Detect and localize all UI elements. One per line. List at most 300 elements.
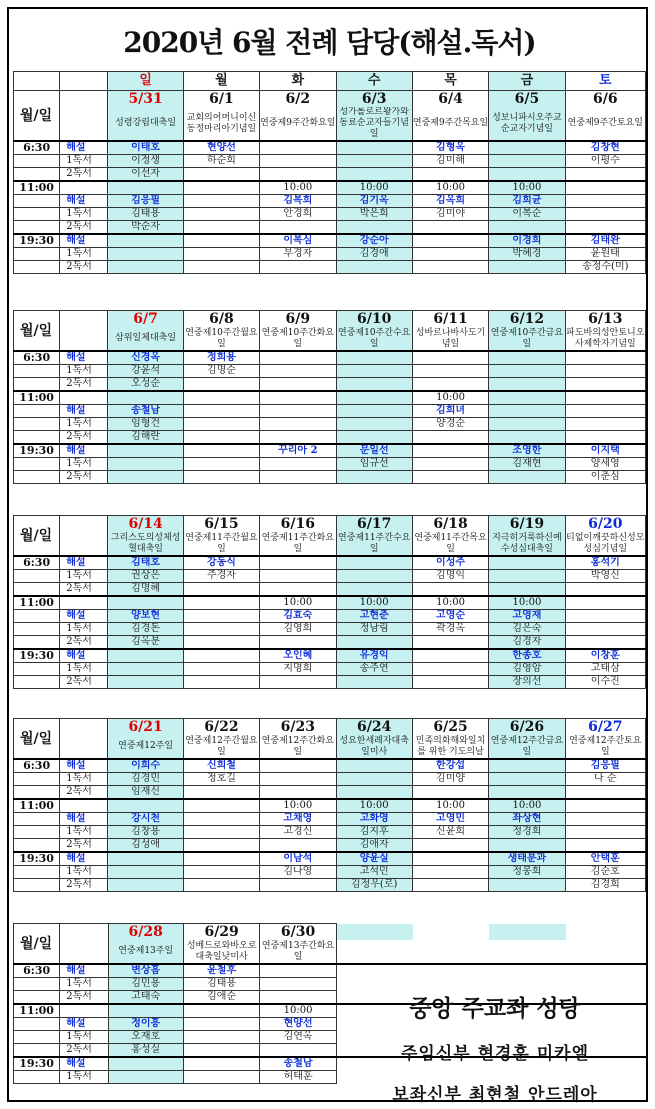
assignment-cell: 이수진 [565, 676, 645, 689]
date-cell: 6/21 [108, 719, 183, 736]
feast-cell: 연중제12주일 [108, 735, 183, 759]
assignment-cell: 10:00 [260, 1004, 336, 1018]
assignment-cell [183, 444, 259, 458]
assignment-cell: 유경익 [336, 649, 412, 663]
date-cell: 6/23 [260, 719, 336, 736]
label-blank [60, 516, 108, 557]
assignment-cell [183, 378, 259, 392]
role-cell: 1독서 [60, 1031, 108, 1044]
time-cell: 19:30 [14, 1057, 60, 1071]
assignment-cell: 한종호 [489, 649, 565, 663]
assignment-cell [183, 1031, 259, 1044]
assignment-cell: 윤철후 [183, 964, 259, 978]
assistant-line: 보좌신부 최현철 안드레아 [392, 1085, 598, 1105]
assignment-cell: 김태호 [108, 556, 183, 570]
assignment-cell [565, 826, 645, 839]
assignment-cell [260, 1044, 336, 1058]
assignment-cell [336, 556, 412, 570]
feast-cell: 성베드로와바오로대축일낮미사 [183, 940, 259, 964]
assignment-cell [412, 365, 488, 378]
assignment-cell [565, 799, 645, 813]
assignment-cell [108, 649, 183, 663]
role-cell [60, 391, 108, 405]
assignment-cell: 장의선 [489, 676, 565, 689]
role-cell: 해설 [60, 351, 108, 365]
role-cell: 해설 [60, 444, 108, 458]
time-cell: 11:00 [14, 596, 60, 610]
empty-cell [489, 940, 565, 964]
assignment-cell [336, 168, 412, 182]
assignment-cell [336, 391, 412, 405]
date-cell: 6/9 [260, 311, 336, 328]
time-cell [14, 378, 60, 392]
assignment-cell [565, 431, 645, 445]
assignment-cell: 정남림 [336, 623, 412, 636]
assignment-cell [412, 234, 488, 248]
assignment-cell: 신희철 [183, 759, 259, 773]
assignment-cell: 양보현 [108, 610, 183, 623]
assignment-cell [108, 663, 183, 676]
assignment-cell [565, 610, 645, 623]
assignment-cell [489, 405, 565, 418]
date-cell: 6/13 [565, 311, 645, 328]
assignment-cell: 주경자 [183, 570, 259, 583]
assignment-cell: 고석민 [336, 866, 412, 879]
assignment-cell [183, 866, 259, 879]
assignment-cell: 이경희 [489, 234, 565, 248]
role-cell [60, 181, 108, 195]
assignment-cell: 송철남 [108, 405, 183, 418]
role-cell: 1독서 [60, 663, 108, 676]
time-cell: 11:00 [14, 799, 60, 813]
role-cell: 해설 [60, 610, 108, 623]
assignment-cell: 김형옥 [412, 141, 488, 155]
weekday-header: 토 [565, 72, 645, 91]
assignment-cell: 10:00 [260, 181, 336, 195]
weekday-header: 화 [260, 72, 336, 91]
assignment-cell [183, 168, 259, 182]
role-cell: 1독서 [60, 978, 108, 991]
assignment-cell [336, 773, 412, 786]
assignment-cell: 김옥분 [108, 636, 183, 650]
assignment-cell [412, 471, 488, 484]
assignment-cell [183, 879, 259, 892]
assignment-cell: 곽경옥 [412, 623, 488, 636]
assignment-cell [565, 839, 645, 853]
assignment-cell: 신윤희 [412, 826, 488, 839]
assignment-cell [260, 759, 336, 773]
assignment-cell [412, 168, 488, 182]
assignment-cell: 10:00 [489, 596, 565, 610]
assignment-cell [260, 964, 336, 978]
assignment-cell: 오인혜 [260, 649, 336, 663]
assignment-cell [260, 471, 336, 484]
header-blank [60, 72, 108, 91]
time-cell [14, 208, 60, 221]
assignment-cell: 신경옥 [108, 351, 183, 365]
assignment-cell: 10:00 [336, 799, 412, 813]
date-cell: 6/15 [183, 516, 259, 533]
role-cell: 2독서 [60, 839, 108, 853]
assignment-cell: 김재현 [489, 458, 565, 471]
assignment-cell [183, 799, 259, 813]
date-cell: 6/19 [489, 516, 565, 533]
assignment-cell [108, 248, 183, 261]
weekday-header: 금 [489, 72, 565, 91]
role-cell: 1독서 [60, 1071, 108, 1084]
date-cell: 6/2 [260, 91, 336, 108]
assignment-cell: 김연옥 [260, 1031, 336, 1044]
assignment-cell [183, 676, 259, 689]
time-cell: 11:00 [14, 181, 60, 195]
assignment-cell [565, 418, 645, 431]
time-cell [14, 221, 60, 235]
assignment-cell: 강시천 [108, 813, 183, 826]
assignment-cell: 고현춘 [336, 610, 412, 623]
assignment-cell [260, 839, 336, 853]
time-cell [14, 471, 60, 484]
assignment-cell: 김애자 [336, 839, 412, 853]
time-cell [14, 195, 60, 208]
weekday-header: 목 [412, 72, 488, 91]
assignment-cell: 김민용 [108, 978, 183, 991]
feast-cell: 연중제12주간금요일 [489, 735, 565, 759]
role-cell [60, 596, 108, 610]
assignment-cell [489, 773, 565, 786]
time-cell [14, 248, 60, 261]
assignment-cell: 고경신 [260, 826, 336, 839]
assignment-cell: 김복희 [260, 195, 336, 208]
assignment-cell [108, 1071, 183, 1084]
page-title: 2020년 6월 전례 담당(해설.독서) [123, 26, 536, 59]
date-cell: 6/18 [412, 516, 488, 533]
assignment-cell [108, 676, 183, 689]
assignment-cell [412, 636, 488, 650]
time-cell [14, 155, 60, 168]
assignment-cell [489, 471, 565, 484]
assignment-cell [183, 786, 259, 800]
feast-cell: 성보니파시오주교순교자기념일 [489, 107, 565, 141]
assignment-cell [260, 978, 336, 991]
feast-cell: 연중제9주간목요일 [412, 107, 488, 141]
assignment-cell: 꾸리아 2 [260, 444, 336, 458]
assignment-cell: 송정수(미) [565, 261, 645, 274]
assignment-cell [412, 676, 488, 689]
role-cell: 2독서 [60, 261, 108, 274]
feast-cell: 교회의어머니이신동정마리아기념일 [183, 107, 259, 141]
assignment-cell [108, 596, 183, 610]
assignment-cell: 생태분과 [489, 852, 565, 866]
role-cell: 2독서 [60, 636, 108, 650]
date-cell: 6/25 [412, 719, 488, 736]
assignment-cell: 강순아 [336, 234, 412, 248]
assignment-cell [489, 221, 565, 235]
week-label: 월/일 [14, 516, 60, 557]
assignment-cell [489, 839, 565, 853]
assignment-cell [489, 431, 565, 445]
assignment-cell: 임형건 [108, 418, 183, 431]
feast-cell: 성가롤로르왕가와동료순교자들기념일 [336, 107, 412, 141]
assignment-cell: 김기옥 [336, 195, 412, 208]
feast-cell: 연중제11주간월요일 [183, 532, 259, 556]
label-blank [60, 311, 108, 352]
feast-cell: 파도바의성안토니오사제학자기념일 [565, 327, 645, 351]
assignment-cell [412, 444, 488, 458]
assignment-cell [565, 351, 645, 365]
feast-cell: 연중제13주일 [108, 940, 183, 964]
role-cell: 1독서 [60, 623, 108, 636]
assignment-cell [108, 181, 183, 195]
assignment-cell [336, 759, 412, 773]
assignment-cell [336, 221, 412, 235]
assignment-cell: 이선자 [108, 168, 183, 182]
assignment-cell [412, 583, 488, 597]
assignment-cell [108, 444, 183, 458]
role-cell: 1독서 [60, 458, 108, 471]
assignment-cell [336, 155, 412, 168]
assignment-cell: 안택훈 [565, 852, 645, 866]
assignment-cell: 김미양 [412, 773, 488, 786]
assignment-cell [565, 181, 645, 195]
assignment-cell [183, 431, 259, 445]
assignment-cell [260, 261, 336, 274]
role-cell: 2독서 [60, 786, 108, 800]
assignment-cell: 정봉희 [489, 866, 565, 879]
date-cell: 6/8 [183, 311, 259, 328]
assignment-cell [489, 168, 565, 182]
date-cell: 6/16 [260, 516, 336, 533]
assignment-cell [565, 813, 645, 826]
assignment-cell: 정이흥 [108, 1018, 183, 1031]
time-cell: 6:30 [14, 351, 60, 365]
assignment-cell [108, 852, 183, 866]
assignment-cell: 고태삼 [565, 663, 645, 676]
church-info-box [344, 964, 646, 1105]
assignment-cell [183, 261, 259, 274]
role-cell: 해설 [60, 759, 108, 773]
time-cell [14, 168, 60, 182]
assignment-cell: 고화영 [336, 813, 412, 826]
feast-cell: 연중제12주간화요일 [260, 735, 336, 759]
role-cell: 해설 [60, 195, 108, 208]
assignment-cell: 변상흠 [108, 964, 183, 978]
assignment-cell: 김응필 [565, 759, 645, 773]
role-cell: 1독서 [60, 570, 108, 583]
assignment-cell [565, 623, 645, 636]
label-blank [60, 91, 108, 142]
role-cell: 1독서 [60, 826, 108, 839]
feast-cell: 그리스도의성체성혈대축일 [108, 532, 183, 556]
assignment-cell [412, 351, 488, 365]
assignment-cell [183, 1044, 259, 1058]
assignment-cell [489, 391, 565, 405]
assignment-cell: 정경희 [489, 826, 565, 839]
assignment-cell [412, 663, 488, 676]
assignment-cell: 고영재 [489, 610, 565, 623]
time-cell: 19:30 [14, 444, 60, 458]
assignment-cell: 고채영 [260, 813, 336, 826]
time-cell [14, 570, 60, 583]
week-label: 월/일 [14, 311, 60, 352]
assignment-cell [565, 596, 645, 610]
assignment-cell: 송철남 [260, 1057, 336, 1071]
time-cell [14, 418, 60, 431]
assignment-cell: 이지택 [565, 444, 645, 458]
assignment-cell: 이복순 [489, 208, 565, 221]
time-cell [14, 773, 60, 786]
assignment-cell [412, 221, 488, 235]
assignment-cell: 양세영 [565, 458, 645, 471]
assignment-cell [183, 208, 259, 221]
assignment-cell: 이창훈 [565, 649, 645, 663]
pastor-line: 주임신부 현경훈 미카엘 [400, 1044, 590, 1064]
date-cell: 6/4 [412, 91, 488, 108]
assignment-cell: 김해란 [108, 431, 183, 445]
role-cell: 해설 [60, 556, 108, 570]
date-cell: 6/7 [108, 311, 183, 328]
assignment-cell [260, 221, 336, 235]
assignment-cell: 김경애 [336, 248, 412, 261]
assignment-cell: 송주연 [336, 663, 412, 676]
role-cell: 해설 [60, 141, 108, 155]
assignment-cell [489, 570, 565, 583]
date-cell: 6/28 [108, 924, 183, 941]
assignment-cell [565, 391, 645, 405]
assignment-cell [260, 879, 336, 892]
role-cell: 1독서 [60, 365, 108, 378]
date-cell: 6/26 [489, 719, 565, 736]
empty-cell [413, 940, 489, 964]
assignment-cell [336, 418, 412, 431]
assignment-cell [336, 570, 412, 583]
assignment-cell: 고영순 [412, 610, 488, 623]
empty-cell [336, 940, 412, 964]
assignment-cell: 오성순 [108, 378, 183, 392]
assignment-cell [260, 676, 336, 689]
time-cell: 6:30 [14, 556, 60, 570]
time-cell [14, 813, 60, 826]
role-cell: 1독서 [60, 773, 108, 786]
assignment-cell: 김경돈 [108, 623, 183, 636]
date-cell: 5/31 [108, 91, 183, 108]
role-cell: 2독서 [60, 168, 108, 182]
role-cell: 1독서 [60, 866, 108, 879]
assignment-cell [108, 879, 183, 892]
time-cell [14, 458, 60, 471]
assignment-cell: 임규선 [336, 458, 412, 471]
role-cell: 1독서 [60, 418, 108, 431]
time-cell [14, 405, 60, 418]
assignment-cell: 이태호 [108, 141, 183, 155]
assignment-cell: 이정생 [108, 155, 183, 168]
assignment-cell [260, 786, 336, 800]
feast-cell: 연중제11주간목요일 [412, 532, 488, 556]
assignment-cell [183, 596, 259, 610]
assignment-cell [489, 583, 565, 597]
role-cell: 해설 [60, 852, 108, 866]
assignment-cell: 이평수 [565, 155, 645, 168]
assignment-cell: 오재호 [108, 1031, 183, 1044]
assignment-cell: 김은숙 [489, 623, 565, 636]
time-cell [14, 676, 60, 689]
assignment-cell [183, 248, 259, 261]
time-cell: 19:30 [14, 852, 60, 866]
week-table [13, 310, 646, 484]
assignment-cell [489, 261, 565, 274]
assignment-cell: 김미해 [412, 155, 488, 168]
role-cell: 해설 [60, 1057, 108, 1071]
assignment-cell [183, 583, 259, 597]
assignment-cell: 김태완 [565, 234, 645, 248]
assignment-cell [489, 378, 565, 392]
time-cell [14, 866, 60, 879]
date-cell: 6/14 [108, 516, 183, 533]
assignment-cell: 허태훈 [260, 1071, 336, 1084]
assignment-cell [412, 879, 488, 892]
feast-cell: 티없이깨끗하신성모성심기념일 [565, 532, 645, 556]
assignment-cell: 하순희 [183, 155, 259, 168]
feast-cell: 민족의화해와일치를 위한 기도의날 [412, 735, 488, 759]
assignment-cell [489, 141, 565, 155]
feast-cell: 연중제11주간수요일 [336, 532, 412, 556]
assignment-cell [260, 991, 336, 1005]
assignment-cell [108, 458, 183, 471]
time-cell: 11:00 [14, 1004, 60, 1018]
feast-cell: 지극히거룩하신예수성심대축일 [489, 532, 565, 556]
time-cell [14, 261, 60, 274]
date-cell: 6/29 [183, 924, 259, 941]
assignment-cell [260, 351, 336, 365]
assignment-cell [260, 155, 336, 168]
assignment-cell: 안경희 [260, 208, 336, 221]
assignment-cell [260, 365, 336, 378]
date-cell: 6/20 [565, 516, 645, 533]
assignment-cell [183, 852, 259, 866]
weekday-header: 일 [108, 72, 183, 91]
assignment-cell: 10:00 [336, 596, 412, 610]
assignment-cell [183, 458, 259, 471]
role-cell: 해설 [60, 813, 108, 826]
time-cell: 6:30 [14, 141, 60, 155]
assignment-cell [489, 556, 565, 570]
role-cell: 2독서 [60, 378, 108, 392]
assignment-cell [489, 786, 565, 800]
assignment-cell [108, 1057, 183, 1071]
assignment-cell: 박혜경 [489, 248, 565, 261]
empty-cell [566, 924, 646, 941]
feast-cell: 연중제9주간토요일 [565, 107, 645, 141]
assignment-cell [336, 351, 412, 365]
role-cell: 2독서 [60, 471, 108, 484]
date-cell: 6/17 [336, 516, 412, 533]
assignment-cell: 김정우(로) [336, 879, 412, 892]
role-cell: 해설 [60, 405, 108, 418]
assignment-cell [412, 649, 488, 663]
assignment-cell: 임재신 [108, 786, 183, 800]
feast-cell: 성령강림대축일 [108, 107, 183, 141]
assignment-cell [260, 556, 336, 570]
assignment-cell: 정호길 [183, 773, 259, 786]
empty-cell [489, 924, 565, 941]
assignment-cell [183, 1057, 259, 1071]
assignment-cell: 김희녀 [412, 405, 488, 418]
assignment-cell [336, 676, 412, 689]
time-cell: 19:30 [14, 234, 60, 248]
week-label: 월/일 [14, 924, 60, 965]
week-label: 월/일 [14, 719, 60, 760]
assignment-cell: 김응필 [108, 195, 183, 208]
assignment-cell: 10:00 [336, 181, 412, 195]
